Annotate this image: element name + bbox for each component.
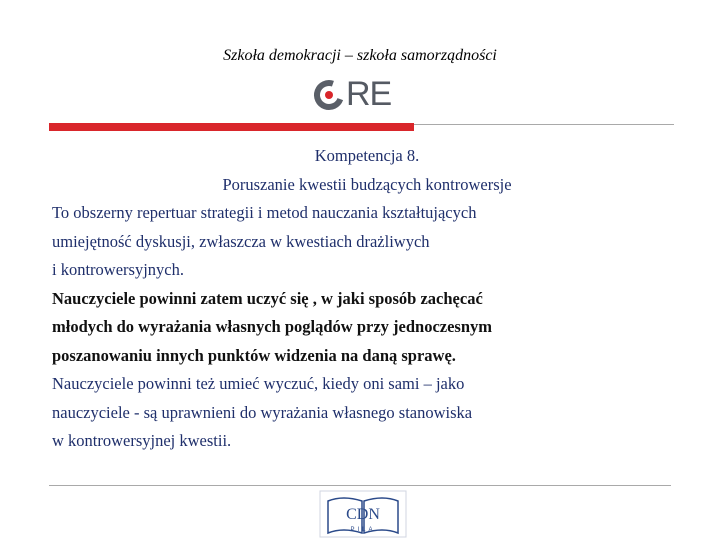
ore-logo <box>312 76 404 112</box>
cdn-book-logo-icon <box>318 489 408 539</box>
cdn-logo <box>318 489 408 539</box>
ore-logo-icon <box>312 78 348 114</box>
body-line: nauczyciele - są uprawnieni do wyrażania własnego stanowiska <box>52 402 473 422</box>
footer-rule <box>49 485 671 486</box>
ore-logo-text: RE <box>346 75 392 113</box>
body-line: Nauczyciele powinni zatem uczyć się , w jaki sposób zachęcać <box>52 288 483 308</box>
header-rule-gray <box>414 124 674 125</box>
cdn-logo-subtext: PILA <box>350 527 376 533</box>
page-header-title: Szkoła demokracji – szkoła samorządności <box>223 47 497 64</box>
body-line: umiejętność dyskusji, zwłaszcza w kwestiach drażliwych <box>52 231 430 251</box>
body-line: i kontrowersyjnych. <box>52 260 184 279</box>
body-line: To obszerny repertuar strategii i metod nauczania kształtujących <box>52 203 477 222</box>
heading-topic: Poruszanie kwestii budzących kontrowersje <box>222 174 512 194</box>
body-line: poszanowaniu innych punktów widzenia na daną sprawę. <box>52 345 456 365</box>
header-rule-red <box>49 123 414 131</box>
body-line: w kontrowersyjnej kwestii. <box>52 431 232 450</box>
slide-content <box>52 142 682 456</box>
heading-competency: Kompetencja 8. <box>314 146 420 165</box>
body-line: młodych do wyrażania własnych poglądów przy jednoczesnym <box>52 317 493 336</box>
body-line: Nauczyciele powinni też umieć wyczuć, kiedy oni sami – jako <box>52 374 465 393</box>
cdn-logo-text: CDN <box>346 506 380 523</box>
